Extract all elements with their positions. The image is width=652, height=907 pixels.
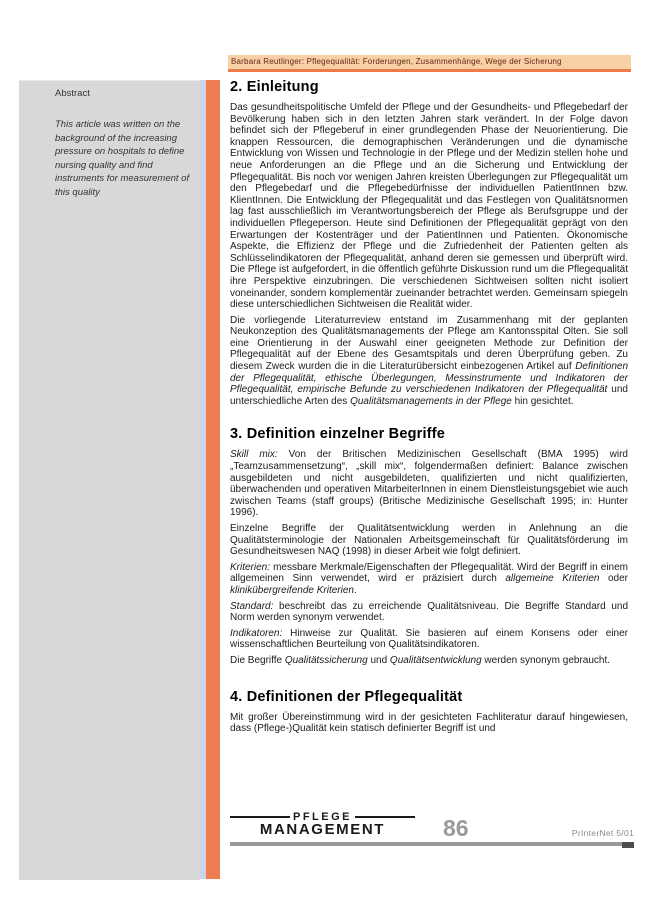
italic-run: allgemeine Kriterien	[505, 573, 600, 585]
section-heading-begriffe: 3. Definition einzelner Begriffe	[230, 426, 446, 443]
abstract-title: Abstract	[55, 88, 90, 99]
paragraph-synonym	[230, 655, 628, 667]
text-run: oder	[599, 573, 628, 585]
italic-run: Qualitätsentwicklung	[389, 654, 482, 666]
logo-rule-left	[230, 816, 290, 818]
page-footer	[230, 811, 634, 846]
paragraph-einleitung-2	[230, 315, 628, 408]
text-run: und	[367, 654, 390, 666]
page-number: 86	[443, 815, 469, 841]
running-head: Barbara Reutlinger: Pflegequalität: Forderungen, Zusammenhänge, Wege der Sicherung	[228, 55, 631, 72]
footer-rule	[230, 842, 634, 846]
text-run: Von der Britischen Medizinischen Gesellschaft (BMA 1995) wird „Teamzusammensetzung“, „skill mix“, folgendermaßen definiert: Balance zwischen ausgebildeten und nicht ausgebildeten, qualifizierten und nicht qualifizierten, überwachenden und operativen MitarbeiterInnen in einem Dienstleistungsgebiet wie auch zwischen Teams (staff groups) (Britische Medizinische Gesellschaft 1995; in: Hunter 1996).	[230, 449, 628, 519]
footer-row	[230, 811, 634, 841]
paragraph-standard	[230, 601, 628, 624]
text-run: messbare Merkmale/Eigenschaften der Pflegequalität. Wird der Begriff in einem allgemeinen Sinn verwendet, wird er präzisiert durch	[230, 561, 628, 585]
italic-run: Qualitätsmanagements in der Pflege	[350, 395, 512, 407]
text-run: werden synonym gebraucht.	[481, 654, 611, 666]
text-run: .	[353, 584, 357, 596]
term-standard: Standard:	[230, 600, 274, 612]
footer-rule-end-cap	[622, 842, 634, 848]
paragraph-indikatoren	[230, 628, 628, 651]
section-heading-einleitung: 2. Einleitung	[230, 79, 319, 95]
text-run: und unterschiedliche Arten des	[230, 384, 628, 407]
article-body	[230, 79, 628, 739]
italic-run: klinikübergreifende Kriterien	[230, 584, 354, 596]
term-indikatoren: Indikatoren:	[230, 627, 283, 639]
paragraph-skillmix	[230, 449, 628, 519]
journal-logo-pflege: PFLEGE	[293, 811, 353, 823]
accent-stripe-orange	[206, 80, 220, 879]
text-run: hin gesichtet.	[511, 395, 574, 407]
journal-issue: PrInterNet 5/01	[571, 828, 634, 838]
paragraph-einleitung-1: Das gesundheitspolitische Umfeld der Pflege und der Gesundheits- und Pflegebedarf der Bevölkerung haben sich in den letzten Jahren stark verändert. In der Folge davon befindet sich der Pflegeberuf in einer grundlegenden Phase der Neuorientierung. Die knappen Ressourcen, die demographischen Veränderungen und die dynamische Entwicklung von Wissen und Technologie in der Pflege und der Medizin stellen hohe und neue Anforderungen an die Pflege und an die Sicherung und Entwicklung der Pflegequalität. Bis noch vor wenigen Jahren kreisten Überlegungen zur Pflegequalität um den Pflegebedarf und die Pflegebedürfnisse der individuellen PatientInnen bzw. KlientInnen. Die Entwicklung der Pflegequalität und das Festlegen von Qualitätsnormen lag fast ausschließlich im Verantwortungsbereich der Pflege als Berufsgruppe und der individuellen Pflegeperson. Heute sind Definitionen der Pflegequalität geprägt von den Erwartungen der Kostenträger und der PatientInnen und Patienten. Ökonomische Aspekte, die Effizienz der Pflege und die Zufriedenheit der Patienten gelten als Schlüsselindikatoren der Pflegequalität, anhand deren sie gemessen und überprüft wird. Die Pflege ist aufgefordert, in die öffentlich geführte Diskussion rund um die Pflegequalität ihre Perspektive einzubringen. Die verschiedenen Sichtweisen sollten nicht isoliert voneinander, sondern komplementär zueinander betrachtet werden. Gemeinsam spiegeln diese unterschiedlichen Sichtweisen die Realität wider.	[230, 102, 628, 311]
journal-logo	[230, 811, 415, 838]
text-run: Hinweise zur Qualität. Sie basieren auf einem Konsens oder einer wissenschaftlichen Beurteilung von Qualitätsindikatoren.	[230, 627, 628, 651]
logo-rule-right	[355, 816, 415, 818]
paragraph-definitionen-1: Mit großer Übereinstimmung wird in der gesichteten Fachliteratur darauf hingewiesen, dass (Pflege-)Qualität kein statisch definierter Begriff ist und	[230, 711, 628, 735]
paragraph-naq: Einzelne Begriffe der Qualitätsentwicklung werden in Anlehnung an die Qualitätsterminologie der Nationalen Arbeitsgemeinschaft für Qualitätsförderung im Gesundheitswesen NAQ (1998) in dieser Arbeit wie folgt definiert.	[230, 523, 628, 558]
abstract-text: This article was written on the background of the increasing pressure on hospitals to define nursing quality and find instruments for measurement of this quality	[55, 119, 190, 198]
italic-run: Definitionen der Pflegequalität, ethische Überlegungen, Messinstrumente und Indikatoren der Pflegequalität, empirische Befunde zu verschiedenen Indikatoren der Pflegequalität	[230, 361, 628, 396]
text-run: Die vorliegende Literaturreview entstand im Zusammenhang mit der geplanten Neukonzeption des Qualitätsmanagements der Pflege am Kantonsspital Olten. Sie soll eine Orientierung in der Auswahl einer geeigneten Methode zur Definition der Pflegequalität auf der Ebene des Gesamtspitals und deren Überprüfung geben. Zu diesem Zweck wurden die in die Literaturübersicht einbezogenen Artikel auf	[230, 314, 628, 373]
text-run: Die Begriffe	[230, 654, 285, 666]
text-run: beschreibt das zu erreichende Qualitätsniveau. Die Begriffe Standard und Norm werden synonym verwendet.	[230, 600, 628, 624]
italic-run: Qualitätssicherung	[284, 654, 368, 666]
section-heading-definitionen: 4. Definitionen der Pflegequalität	[230, 688, 463, 705]
abstract-panel	[19, 80, 200, 880]
term-kriterien: Kriterien:	[230, 561, 271, 573]
paragraph-kriterien	[230, 562, 628, 597]
term-skill-mix: Skill mix:	[230, 449, 278, 461]
journal-logo-management: MANAGEMENT	[259, 821, 386, 838]
